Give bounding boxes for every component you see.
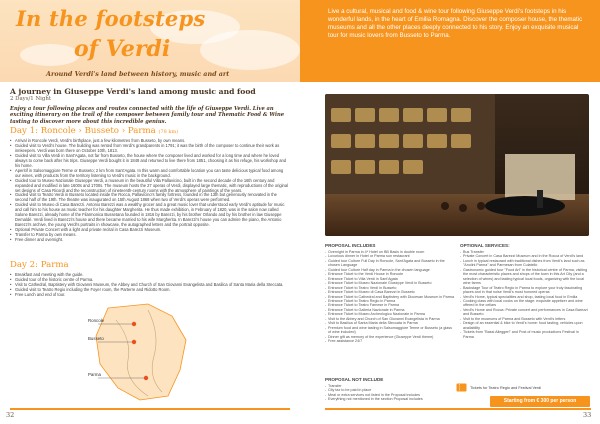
map-marker-roncole: [132, 322, 136, 326]
proposal-includes-item: - Entrance Ticket to Teatro Farnese in Parma: [325, 303, 455, 307]
map-label-busseto: Busseto: [88, 336, 104, 341]
itinerary-intro: Enjoy a tour following places and routes connected with the life of Giuseppe Verdi. Live an exciting itinerary on the trail of the composer between family tour and Thematic Food & Wine tasting to discover more about this incredible genius.: [10, 106, 285, 125]
day2-heading: Day 2: Parma: [10, 260, 69, 270]
map-illustration: [88, 300, 192, 404]
day1-heading: [10, 126, 178, 136]
day1-bullet-item: • Optional Private Concert with a light and private recital in Casa Barezzi Museum.: [10, 228, 290, 233]
day1-bullet-item: • Arrival in Roncole Verdi, Verdi's birthplace, just a few kilometres from Busseto, by own means.: [10, 139, 290, 144]
header-title-area: [0, 0, 300, 82]
optional-service-item: - Verdi's Home and Rocca: Private concert and performances in Casa Barezzi and Busseto: [460, 308, 590, 317]
proposal-includes-list: [325, 250, 455, 344]
proposal-not-include-title: PROPOSAL NOT INCLUDE: [325, 377, 384, 382]
page-number-right: 33: [583, 411, 592, 419]
map-label-roncole: Roncole: [88, 318, 105, 323]
optional-service-item: - Cooking class with local cooks on the stage: exquisite appetizer and wine offered in the cellars: [460, 299, 590, 308]
day2-bullet-item: • Guided visit to Teatro Regio including the Foyer room, the Parterre and Ridotto Room.: [10, 288, 290, 293]
optional-service-item: - Tickets from "Bassi Alleggeri" and Post of music productions Festival in Parma: [460, 330, 590, 339]
proposal-includes-item: - Guided tour Culture Half day in Parma in the chosen language: [325, 268, 455, 272]
proposal-includes-item: - Premium food and wine tasting in Salsomaggiore Terme or Busseto (a glass of wine included): [325, 326, 455, 335]
proposal-includes-item: - Guided tour Culture Full Day in Roncole, Sant'Agata and Busseto in the chosen Language: [325, 259, 455, 268]
proposal-includes-item: - Entrance Ticket to Museo di Casa Barezzi in Busseto: [325, 290, 455, 294]
theatre-interior-image: [325, 94, 589, 236]
optional-service-item: - Gastronomic guided tour "Food Art" in the historical centre of Parma, visiting the most characteristic places and shops of the town in this Art City (and a selection of wines) and tasting typical local foods, organizing with the local wine farms: [460, 268, 590, 286]
proposal-includes-item: - Dinner gift as memory of the experience (Giuseppe Verdi theme): [325, 335, 455, 339]
optional-service-item: - Visit to the museums of Parma and Busseto with Verdi's letters: [460, 317, 590, 321]
itinerary-title: A journey in Giuseppe Verdi's land among music and food: [10, 87, 256, 96]
left-page-rule: [10, 408, 290, 410]
proposal-not-include-item: - Meal or extra services not listed in the Proposal includes: [325, 393, 455, 397]
optional-service-item: - Lunch in typical restaurant with traditional dishes from Verdi's land such as "Anolini Parma" and Parmesan from Culatello: [460, 259, 590, 268]
chair: [459, 204, 467, 212]
page-subtitle: Around Verdi's land between history, music and art: [46, 70, 230, 78]
chair: [477, 202, 485, 210]
proposal-includes-item: - Visit to the Abbey and Church of San Giovanni Evangelista in Parma: [325, 317, 455, 321]
map-marker-busseto: [132, 340, 136, 344]
day2-bullet-item: • Breakfast and meeting with the guide.: [10, 273, 290, 278]
proposal-includes-title: PROPOSAL INCLUDES: [325, 243, 376, 248]
optional-services-title: OPTIONAL SERVICES:: [460, 243, 510, 248]
optional-service-item: - Verdi's Home, typical specialities and shop, tasting local food in Emilia: [460, 295, 590, 299]
day1-bullet-item: • Free dinner and overnight.: [10, 238, 290, 243]
cloud-decoration: [20, 44, 80, 66]
proposal-includes-item: - Entrance Ticket to Villa Verdi in Sant'Agata: [325, 277, 455, 281]
proposal-includes-item: - Entrance Ticket to the Verdi House in Roncole: [325, 272, 455, 276]
header-intro-text: Live a cultural, musical and food & wine tour following Giuseppe Verdi's footsteps in his wonderful lands, in the heart of Emilia Romagna. Discover the composer house, the thematic museums and all the other places deeply connected to his story. Enjoy an exquisite musical tour for music lovers from Busseto to Parma.: [328, 8, 583, 39]
page-title-line2: of Verdi: [74, 36, 171, 62]
proposal-includes-item: - Overnight in Parma in 4* Hotel on BB Basis in double room: [325, 250, 455, 254]
cloud-decoration: [200, 30, 300, 70]
proposal-not-include-item: - Transfer: [325, 384, 455, 388]
day1-bullet-item: • Guided tour to Museo Nazionale Giuseppe Verdi, a museum in the beautiful Villa Pallavicino, built in the second decade of the 16th century and expanded and modified in late 1600s and 1700s. The museum hosts the 27 operas of Verdi, displayed large thematic, with reproductions of the original set designs of Casa Ricordi and the reconstruction of nineteenth-century rooms with the atmosphere of paintings of the years.: [10, 179, 290, 194]
tickets-note: Tickets for Teatro Regio and Festival Verdi: [470, 386, 542, 390]
day1-bullet-item: • Guided visit to Villa Verdi in Sant'Agata, not far from Busseto, the house where the composer lived and worked for a long time and where he loved always to come back after his trips. Giuseppe Verdi bought it in 1848 and returned to live there from 1851, choosing it as his refuge, his workshop and his home.: [10, 154, 290, 169]
day2-bullet-list: [10, 273, 290, 298]
region-map: [88, 300, 192, 404]
optional-service-item: - Backstage Tour of Teatro Regio in Parma to explore your truly fascinating places and in that noise Verdi's most honored operas: [460, 286, 590, 295]
map-marker-parma: [144, 376, 148, 380]
proposal-includes-item: - Entrance Ticket to Galleria Nazionale in Parma: [325, 308, 455, 312]
optional-service-item: - Bus Transfer: [460, 250, 590, 254]
page-title-line1: In the footsteps: [16, 6, 206, 31]
price-badge: Starting from € 300 per person: [490, 396, 590, 407]
day2-bullet-item: • Free Lunch and end of tour.: [10, 293, 290, 298]
proposal-includes-item: - Visit to Basilica of Santa Maria della Steccata in Parma: [325, 321, 455, 325]
day1-bullet-item: • Guided visit to Museo di Casa Barezzi. Antonio Barezzi was a wealthy grocer and a great music lover that understood early Verdi's aptitude for music and call him to his house as music teacher for his daughter Margherita. He thus made exhibition, in February of 1820, was in the salon now called Salone Barezzi, already home of the Filarmonica Bussetana founded in 1816 by Barezzi, by his brother Orlando and by his brother in law Giuseppe Demaldè. Verdi lived in Barezzi's house and there became married to his wife Margherita. In Barezzi's house you can admire the piano, the Antonio Barezzi's archive, the young Verdi's portraits in showcase, the autographed letters and the portrait opposite.: [10, 203, 290, 228]
proposal-includes-item: - Entrance Ticket to Cathedral and Baptistery with Diocesan Museum in Parma: [325, 295, 455, 299]
right-page-rule: [325, 408, 591, 410]
grand-piano: [485, 196, 565, 216]
proposal-not-include-item: - City tax to be paid in place: [325, 388, 455, 392]
map-label-parma: Parma: [88, 372, 101, 377]
day2-bullet-item: • Guided tour of the historic centre of Parma.: [10, 278, 290, 283]
proposal-includes-item: - Entrance Ticket to Teatro Verdi in Busseto: [325, 286, 455, 290]
optional-services-list: [460, 250, 590, 339]
day2-bullet-item: • Visit to Cathedral, Baptistery with Giovanni Museum, the Abbey and Church of San Giovanni Evangelista and Basilica of Santa Maria della Steccata.: [10, 283, 290, 288]
map-region-shape: [96, 304, 186, 400]
day1-bullet-item: • Aperitif in Salsomaggiore Terme or Busseto; 2 km from Sant'Agata. In this warm and comfortable location you can taste delicious typical food among our wines, with products from the territory listening to Verdi's music in the background.: [10, 169, 290, 179]
day1-bullet-item: • Guided visit to Teatro Verdi in Busseto located inside the Rocca, Pallavicino's family fortress, founded in the 13th but generously renovated in the second half of the 19th. The theatre was inaugurated on 15th August 1868 when two of Verdi's operas were performed.: [10, 193, 290, 203]
pianist: [537, 190, 543, 208]
day1-bullet-list: [10, 139, 290, 243]
day1-distance: (78 km): [158, 129, 179, 135]
chair: [441, 202, 449, 210]
proposal-includes-item: - Entrance Ticket to Museo Nazionale Giuseppe Verdi in Busseto: [325, 281, 455, 285]
proposal-includes-item: - Free assistance 24/7: [325, 339, 455, 343]
day1-heading-text: Day 1: Roncole › Busseto › Parma: [10, 126, 156, 136]
day1-bullet-item: • Guided visit to Verdi's house. The building was rented from Verdi's grandparents in 1791; it was the birth of the composer to continue their work as innkeepers. Verdi was born there on October 10th, 1813.: [10, 144, 290, 154]
optional-service-item: - Private Concert in Casa Barezzi Museum and in the Rocca of Verdi's land: [460, 254, 590, 258]
day1-bullet-item: • Transfer to Parma by own means.: [10, 233, 290, 238]
itinerary-duration: 2 Days/1 Night: [10, 96, 51, 102]
proposal-includes-item: - Luxurious dinner in Hotel or Parma sun restaurant: [325, 254, 455, 258]
theatre-photo: [325, 94, 589, 236]
proposal-includes-item: - Entrance Ticket to Museo Archeologico Nazionale in Parma: [325, 312, 455, 316]
proposal-not-include-item: - Everything not mentioned in the section Proposal includes: [325, 397, 455, 401]
page-number-left: 32: [6, 411, 15, 419]
ticket-icon: [456, 383, 467, 392]
optional-service-item: - Design of an essential & bike to Verdi's home: food tasting; vehicles upon availability: [460, 321, 590, 330]
proposal-not-include-list: [325, 384, 455, 402]
proposal-includes-item: - Entrance Ticket to Teatro Regio in Parma: [325, 299, 455, 303]
